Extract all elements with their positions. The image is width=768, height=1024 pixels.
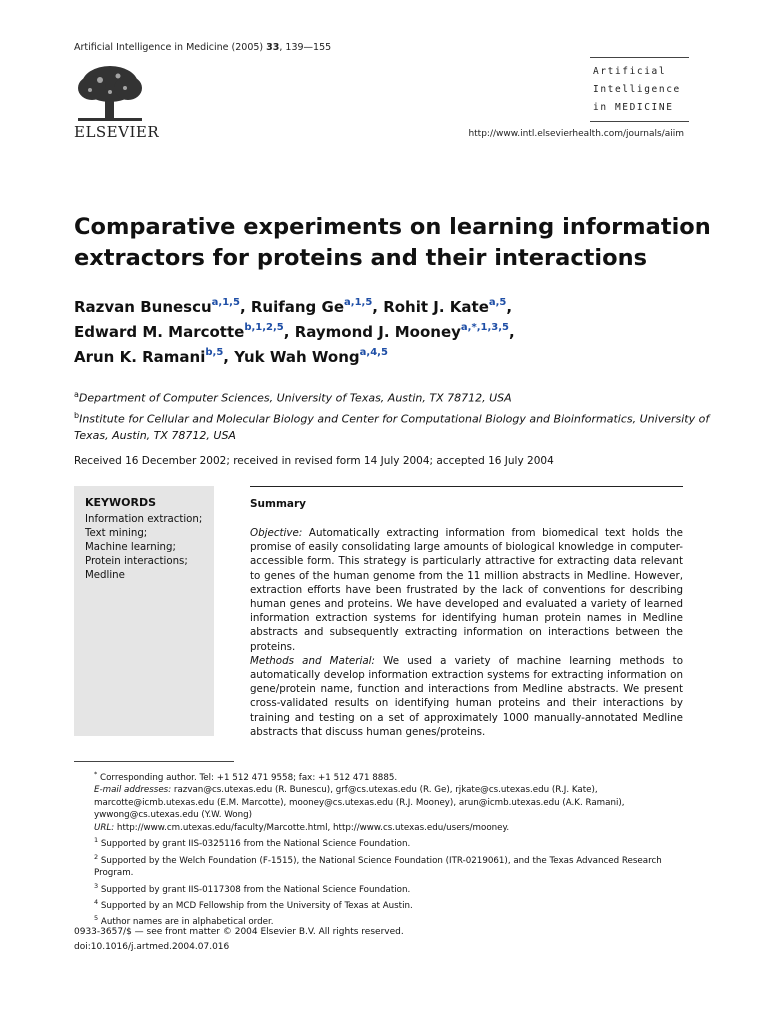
copyright-line: 0933-3657/$ — see front matter © 2004 Elsevier B.V. All rights reserved. [74, 927, 404, 937]
affiliation [74, 407, 714, 445]
keyword: Protein interactions; [85, 556, 188, 567]
author-sep: , [239, 298, 251, 316]
author-sep: , [223, 348, 235, 366]
summary-objective [250, 526, 683, 654]
journal-logo-line: in MEDICINE [593, 102, 674, 113]
footnote-emails [74, 784, 694, 822]
footnote-number: 3 [94, 881, 99, 890]
footnote-item [74, 851, 694, 880]
journal-logo-line: Artificial [593, 66, 667, 77]
url-label: URL: [94, 822, 115, 833]
keywords-box [74, 486, 214, 736]
asterisk-mark: * [94, 770, 98, 778]
author-name: Razvan Bunescu [74, 298, 212, 316]
author-affil-marks[interactable]: a,5 [488, 297, 507, 308]
affiliation-mark: a [74, 390, 79, 399]
keyword: Text mining; [85, 528, 148, 539]
footnote-text: Supported by an MCD Fellowship from the University of Texas at Austin. [100, 900, 413, 911]
author-name: Yuk Wah Wong [234, 348, 360, 366]
author-name: Edward M. Marcotte [74, 323, 245, 341]
footnotes [74, 768, 694, 929]
author-name: Rohit J. Kate [383, 298, 489, 316]
footnote-rule [74, 761, 234, 762]
footnote-number: 1 [94, 836, 99, 845]
summary-body [250, 526, 683, 739]
methods-label: Methods and Material: [250, 654, 375, 667]
summary-methods [250, 654, 683, 739]
footnote-number: 5 [94, 914, 99, 923]
affiliations [74, 386, 714, 444]
footnote-urls [74, 822, 694, 835]
author-sep: , [372, 298, 384, 316]
email-label: E-mail addresses: [94, 785, 172, 796]
author-name: Raymond J. Mooney [294, 323, 461, 341]
author-affil-marks[interactable]: a,1,5 [344, 297, 373, 308]
summary-heading: Summary [250, 498, 307, 510]
objective-text: Automatically extracting information from biomedical text holds the promise of easily consolidating large amounts of biological knowledge in computer-accessible form. This strategy is particularly attractive for extracting data relevant to genes of the human genome from the 11 million abstracts in Medline. However, extraction efforts have been frustrated by the lack of conventions for describing human genes and proteins. We have developed and evaluated a variety of learned information extraction systems for identifying human protein names in Medline abstracts and subsequently extracting information on interactions between the proteins. [250, 527, 683, 653]
author-affil-marks[interactable]: a,4,5 [359, 347, 388, 358]
author-list [74, 293, 714, 368]
keywords-title: KEYWORDS [85, 496, 157, 509]
summary-divider [250, 486, 683, 487]
footnote-text: Supported by grant IIS-0117308 from the National Science Foundation. [100, 884, 411, 895]
journal-citation [74, 42, 331, 53]
journal-pages: , 139—155 [279, 42, 332, 53]
doi[interactable]: doi:10.1016/j.artmed.2004.07.016 [74, 942, 230, 952]
author-affil-marks[interactable]: a,1,5 [211, 297, 240, 308]
email-text[interactable]: razvan@cs.utexas.edu (R. Bunescu), grf@cs.utexas.edu (R. Ge), rjkate@cs.utexas.edu (R.J. Kate), marcotte@icmb.utexas.edu (E.M. Marcotte), mooney@cs.utexas.edu (R.J. Mooney), arun@icmb.utexas.edu (A.K. Ramani), ywwong@cs.utexas.edu (Y.W. Wong) [94, 785, 625, 821]
footnote-number: 4 [94, 898, 99, 907]
author-sep: , [508, 323, 515, 341]
journal-logo-line: Intelligence [593, 84, 681, 95]
journal-name: Artificial Intelligence in Medicine (2005) [74, 42, 267, 53]
footnote-text: Supported by the Welch Foundation (F-1515), the National Science Foundation (ITR-0219061), and the Texas Advanced Research Program. [94, 855, 662, 879]
footnote-item [74, 896, 694, 912]
footnote-corresponding [74, 768, 694, 784]
author-sep: , [283, 323, 295, 341]
keyword: Medline [85, 570, 125, 581]
affiliation [74, 386, 714, 407]
author-affil-marks[interactable]: b,1,2,5 [244, 322, 284, 333]
author-affil-marks[interactable]: a,*,1,3,5 [460, 322, 509, 333]
footnote-item [74, 834, 694, 850]
author-name: Arun K. Ramani [74, 348, 206, 366]
keyword: Information extraction; [85, 514, 203, 525]
journal-logo [590, 57, 689, 122]
copyright-block [74, 925, 404, 955]
affiliation-text: Department of Computer Sciences, University of Texas, Austin, TX 78712, USA [78, 391, 512, 405]
received-dates: Received 16 December 2002; received in revised form 14 July 2004; accepted 16 July 2004 [74, 455, 554, 467]
author-sep: , [506, 298, 513, 316]
author-affil-marks[interactable]: b,5 [205, 347, 224, 358]
author-name: Ruifang Ge [250, 298, 345, 316]
paper-title: Comparative experiments on learning information extractors for proteins and their interactions [74, 214, 711, 271]
url-text[interactable]: http://www.cm.utexas.edu/faculty/Marcotte.html, http://www.cs.utexas.edu/users/mooney. [114, 822, 510, 833]
affiliation-mark: b [74, 410, 80, 420]
footnote-number: 2 [94, 852, 99, 861]
objective-label: Objective: [250, 527, 303, 539]
footnote-text: Supported by grant IIS-0325116 from the National Science Foundation. [100, 839, 411, 850]
journal-volume: 33 [266, 42, 280, 53]
footnote-item [74, 880, 694, 896]
keyword: Machine learning; [85, 542, 176, 553]
journal-url[interactable]: http://www.intl.elsevierhealth.com/journals/aiim [468, 129, 684, 139]
publisher-name: ELSEVIER [74, 123, 163, 141]
methods-text: We used a variety of machine learning methods to automatically develop information extraction systems for extracting information on gene/protein name, function and interactions from Medline abstracts. We present cross-validated results on identifying human proteins and their interactions by training and testing on a set of approximately 1000 manually-annotated Medline abstracts that discuss human genes/proteins. [250, 654, 684, 738]
footnote-text: Author names are in alphabetical order. [100, 917, 274, 928]
affiliation-text: Institute for Cellular and Molecular Biology and Center for Computational Biology and Bioinformatics, University of Texas, Austin, TX 78712, USA [74, 412, 710, 443]
footnote-text: Corresponding author. Tel: +1 512 471 9558; fax: +1 512 471 8885. [100, 772, 398, 783]
